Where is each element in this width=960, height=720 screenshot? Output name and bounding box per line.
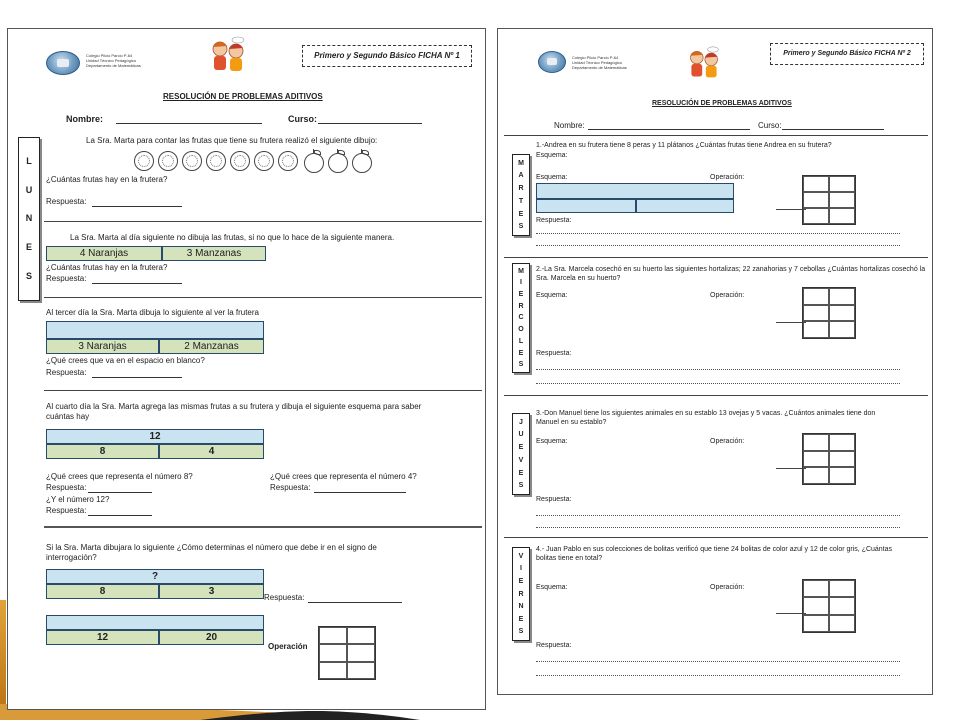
operation-line bbox=[776, 613, 806, 614]
section-divider bbox=[504, 395, 928, 396]
problem-2-text: La Sra. Marta al día siguiente no dibuja las frutas, si no que lo hace de la siguiente manera. bbox=[70, 233, 395, 242]
operacion-label: Operación: bbox=[710, 584, 745, 591]
curso-label: Curso: bbox=[758, 121, 782, 130]
bar-total-12: 12 bbox=[46, 429, 264, 444]
nombre-label: Nombre: bbox=[554, 121, 585, 130]
problem-4-question-8: ¿Qué crees que representa el número 8? bbox=[46, 472, 193, 481]
operation-grid[interactable] bbox=[802, 287, 856, 339]
ficha-title-box: Primero y Segundo Básico FICHA Nº 1 bbox=[302, 45, 472, 67]
respuesta-field[interactable] bbox=[88, 492, 152, 493]
problem-1-question: ¿Cuántas frutas hay en la frutera? bbox=[46, 175, 168, 184]
scheme-bar-total bbox=[536, 183, 734, 199]
day-label-viernes: V I E R N E S bbox=[512, 547, 530, 641]
answer-line[interactable] bbox=[536, 233, 900, 234]
orange-icon bbox=[158, 151, 178, 171]
worksheet-ficha-2 bbox=[497, 28, 933, 695]
apple-icon bbox=[352, 153, 372, 173]
answer-line[interactable] bbox=[536, 675, 900, 676]
apple-icon bbox=[304, 153, 324, 173]
bar-manzanas: 2 Manzanas bbox=[159, 339, 264, 354]
bar-total-blank bbox=[46, 615, 264, 630]
orange-icon bbox=[206, 151, 226, 171]
respuesta-field[interactable] bbox=[92, 206, 182, 207]
curso-field[interactable] bbox=[318, 123, 422, 124]
bar-naranjas: 4 Naranjas bbox=[46, 246, 162, 261]
problem-4-text: Al cuarto día la Sra. Marta agrega las mismas frutas a su frutera y dibuja el siguiente esquema para saber cuántas hay bbox=[46, 402, 422, 421]
operacion-label: Operación: bbox=[710, 438, 745, 445]
respuesta-label: Respuesta: bbox=[46, 274, 87, 283]
bar-naranjas: 3 Naranjas bbox=[46, 339, 159, 354]
answer-line[interactable] bbox=[536, 383, 900, 384]
esquema-label: Esquema: bbox=[536, 152, 568, 159]
school-header: Colegio Pilcio Parcio P-64 Unidad Técnico Pedagógico Departamento de Matemáticas bbox=[572, 55, 627, 70]
operation-line bbox=[776, 209, 806, 210]
section-divider bbox=[44, 297, 482, 298]
problem-5-text: Si la Sra. Marta dibujara lo siguiente ¿Cómo determinas el número que debe ir en el signo de interrogación? bbox=[46, 543, 377, 562]
children-illustration bbox=[208, 35, 248, 75]
respuesta-label: Respuesta: bbox=[46, 368, 87, 377]
section-divider bbox=[44, 390, 482, 391]
school-header: Colegio Pilcio Parcio P-64 Unidad Técnico Pedagógico Departamento de Matemáticas bbox=[86, 53, 141, 68]
answer-line[interactable] bbox=[536, 661, 900, 662]
section-divider bbox=[44, 221, 482, 222]
operacion-label: Operación: bbox=[710, 174, 745, 181]
day-label-lunes: L U N E S bbox=[18, 137, 40, 301]
esquema-label: Esquema: bbox=[536, 174, 568, 181]
answer-line[interactable] bbox=[536, 245, 900, 246]
operation-line bbox=[776, 322, 806, 323]
operation-line bbox=[776, 468, 806, 469]
respuesta-label: Respuesta: bbox=[536, 496, 572, 503]
bar-total-blank bbox=[46, 321, 264, 339]
answer-line[interactable] bbox=[536, 515, 900, 516]
curso-field[interactable] bbox=[782, 129, 884, 130]
esquema-label: Esquema: bbox=[536, 292, 568, 299]
respuesta-label: Respuesta: bbox=[536, 642, 572, 649]
answer-line[interactable] bbox=[536, 369, 900, 370]
day-label-jueves: J U E V E S bbox=[512, 413, 530, 495]
nombre-label: Nombre: bbox=[66, 114, 104, 124]
section-divider bbox=[504, 537, 928, 538]
respuesta-field[interactable] bbox=[88, 515, 152, 516]
scheme-bar-part bbox=[636, 199, 734, 213]
respuesta-field[interactable] bbox=[314, 492, 406, 493]
worksheet-title: RESOLUCIÓN DE PROBLEMAS ADITIVOS bbox=[652, 100, 792, 107]
esquema-label: Esquema: bbox=[536, 584, 568, 591]
answer-line[interactable] bbox=[536, 527, 900, 528]
apple-icon bbox=[328, 153, 348, 173]
question-4-text: 4.- Juan Pablo en sus colecciones de bolitas verificó que tiene 24 bolitas de color azul y 12 de color gris, ¿Cuántas bolitas tiene en total? bbox=[536, 546, 893, 562]
question-3-text: 3.-Don Manuel tiene los siguientes animales en su establo 13 ovejas y 5 vacas. ¿Cuántos animales tiene don Manuel en su establo? bbox=[536, 410, 876, 426]
respuesta-label: Respuesta: bbox=[264, 593, 305, 602]
worksheet-ficha-1 bbox=[7, 28, 486, 710]
worksheet-title: RESOLUCIÓN DE PROBLEMAS ADITIVOS bbox=[163, 92, 323, 101]
question-2-text: 2.-La Sra. Marcela cosechó en su huerto las siguientes hortalizas; 22 zanahorias y 7 cebollas ¿Cuántas hortalizas cosechó la Sra. Marcela en su huerto? bbox=[536, 266, 926, 282]
section-divider bbox=[44, 526, 482, 528]
section-divider bbox=[504, 257, 928, 258]
bar-total-question: ? bbox=[46, 569, 264, 584]
problem-3-question: ¿Qué crees que va en el espacio en blanco? bbox=[46, 356, 205, 365]
esquema-label: Esquema: bbox=[536, 438, 568, 445]
bar-part-8: 8 bbox=[46, 444, 159, 459]
operacion-label: Operación: bbox=[710, 292, 745, 299]
orange-icon bbox=[278, 151, 298, 171]
day-label-martes: M A R T E S bbox=[512, 154, 530, 236]
question-1-text: 1.-Andrea en su frutera tiene 8 peras y 11 plátanos ¿Cuántas frutas tiene Andrea en su frutera? bbox=[536, 142, 832, 149]
bar-part-20: 20 bbox=[159, 630, 264, 645]
day-label-miercoles: M I E R C O L E S bbox=[512, 263, 530, 373]
operation-grid[interactable] bbox=[802, 175, 856, 225]
operation-grid[interactable] bbox=[802, 433, 856, 485]
orange-icon bbox=[182, 151, 202, 171]
nombre-field[interactable] bbox=[588, 129, 750, 130]
fruit-drawing bbox=[134, 149, 384, 175]
respuesta-label: Respuesta: bbox=[46, 197, 87, 206]
respuesta-label: Respuesta: bbox=[536, 350, 572, 357]
bar-part-12: 12 bbox=[46, 630, 159, 645]
school-logo bbox=[538, 51, 566, 73]
scheme-bar-part bbox=[536, 199, 636, 213]
orange-icon bbox=[134, 151, 154, 171]
children-illustration bbox=[686, 45, 722, 81]
respuesta-field[interactable] bbox=[92, 377, 182, 378]
bar-part-3: 3 bbox=[159, 584, 264, 599]
orange-icon bbox=[230, 151, 250, 171]
problem-4-question-4: ¿Qué crees que representa el número 4? bbox=[270, 472, 417, 481]
operation-grid[interactable] bbox=[802, 579, 856, 633]
problem-2-question: ¿Cuántas frutas hay en la frutera? bbox=[46, 263, 168, 272]
orange-icon bbox=[254, 151, 274, 171]
operacion-label: Operación bbox=[268, 642, 308, 651]
respuesta-label: Respuesta: bbox=[270, 483, 311, 492]
operation-grid[interactable] bbox=[318, 626, 376, 680]
respuesta-label: Respuesta: bbox=[46, 483, 87, 492]
problem-3-text: Al tercer día la Sra. Marta dibuja lo siguiente al ver la frutera bbox=[46, 308, 259, 317]
respuesta-label: Respuesta: bbox=[46, 506, 87, 515]
respuesta-label: Respuesta: bbox=[536, 217, 572, 224]
curso-label: Curso: bbox=[288, 114, 317, 124]
bar-part-8: 8 bbox=[46, 584, 159, 599]
respuesta-field[interactable] bbox=[92, 283, 182, 284]
bar-part-4: 4 bbox=[159, 444, 264, 459]
problem-4-question-12: ¿Y el número 12? bbox=[46, 495, 110, 504]
nombre-field[interactable] bbox=[116, 123, 262, 124]
section-divider bbox=[504, 135, 928, 136]
problem-1-text: La Sra. Marta para contar las frutas que tiene su frutera realizó el siguiente dibujo: bbox=[86, 136, 378, 145]
ficha-title-box: Primero y Segundo Básico FICHA Nº 2 bbox=[770, 43, 924, 65]
bar-manzanas: 3 Manzanas bbox=[162, 246, 266, 261]
respuesta-field[interactable] bbox=[308, 602, 402, 603]
school-logo bbox=[46, 51, 80, 75]
